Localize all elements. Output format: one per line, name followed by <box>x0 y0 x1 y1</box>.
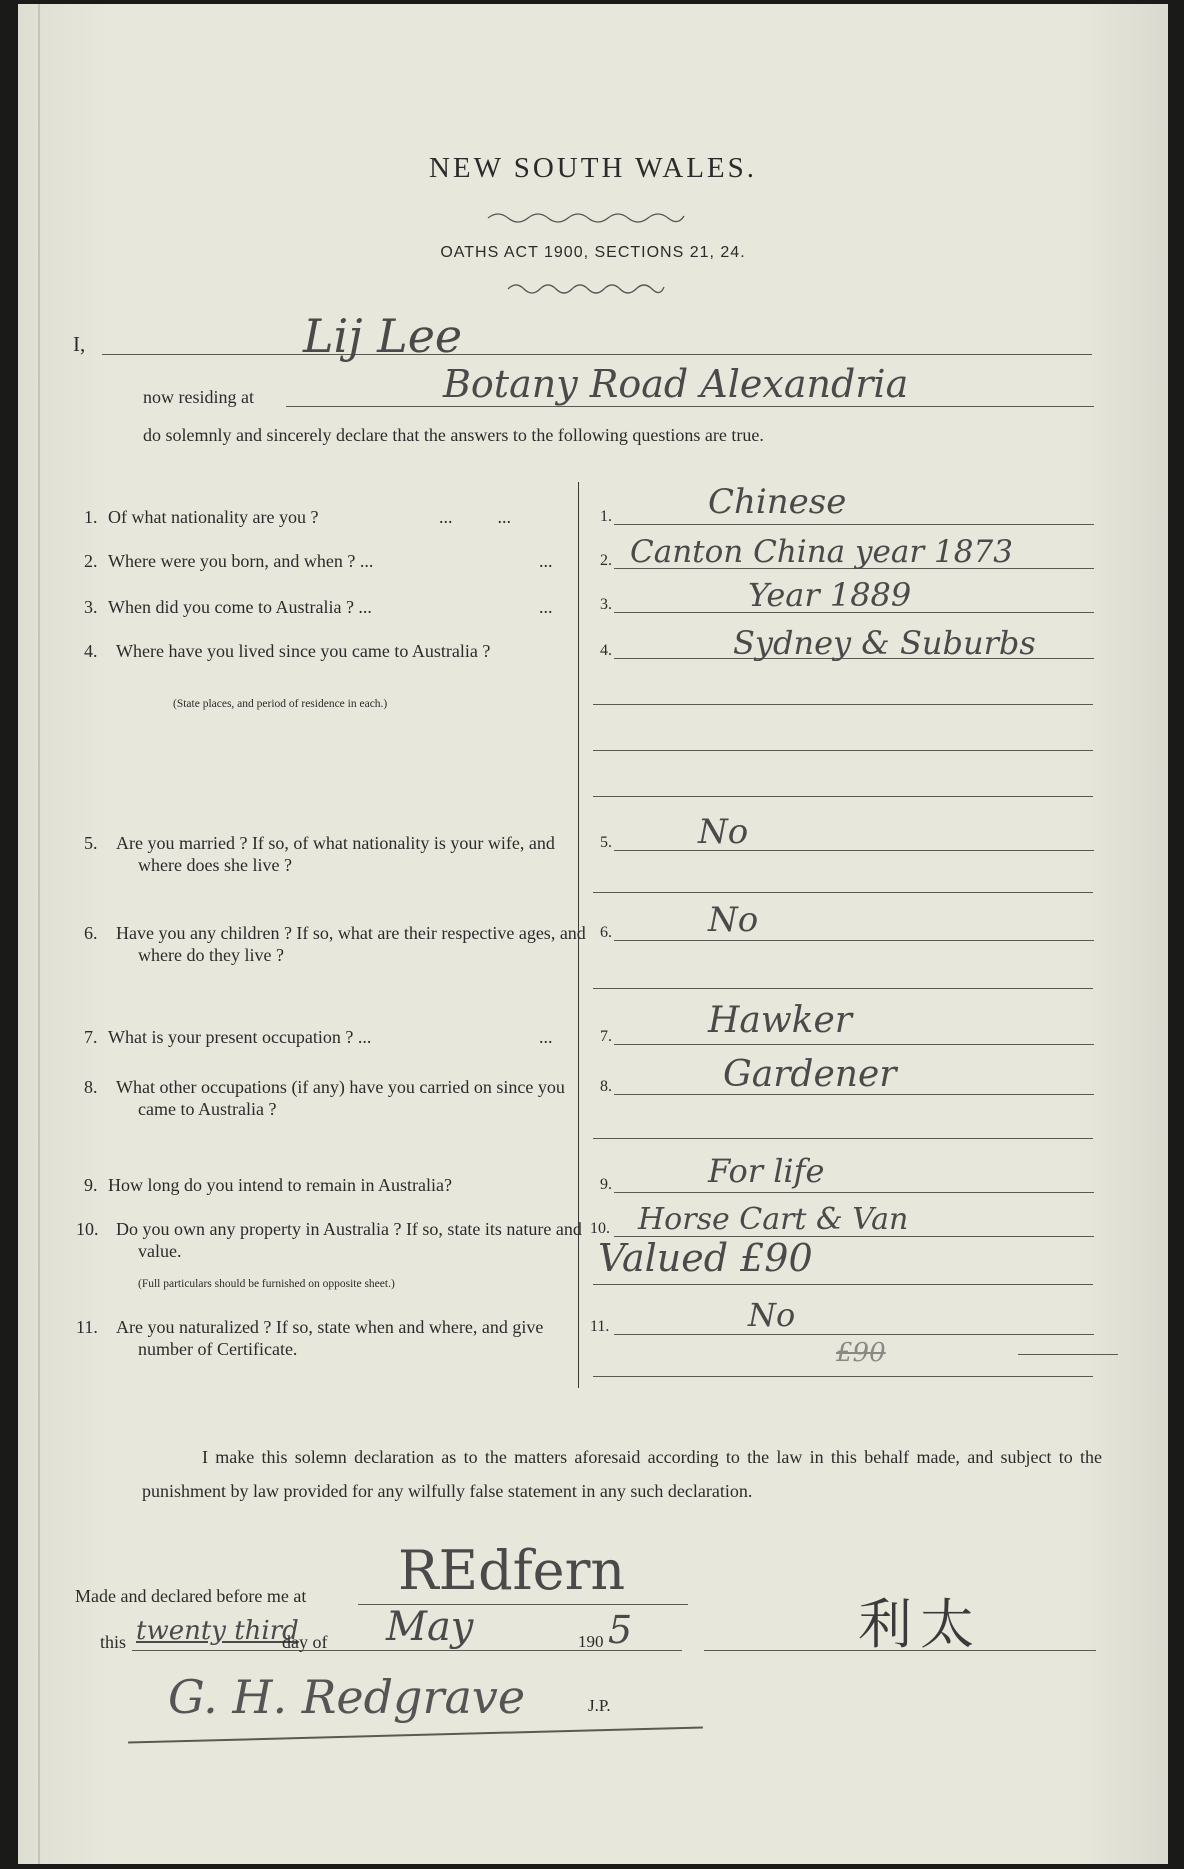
declaration-form <box>18 4 1168 1864</box>
jp-signature: G. H. Redgrave <box>168 1670 526 1724</box>
answer-10-line2: Valued £90 <box>598 1236 813 1280</box>
answer-line-extra <box>593 1376 1093 1377</box>
question-3 <box>84 596 564 618</box>
answer-number: 11. <box>590 1318 610 1335</box>
answer-line-extra <box>1018 1354 1118 1355</box>
answer-line-extra <box>593 704 1093 705</box>
declared-day: twenty third <box>136 1616 299 1646</box>
question-6 <box>84 922 584 966</box>
answer-3: Year 1889 <box>748 576 912 614</box>
question-text: What other occupations (if any) have you carried on since you came to Australia ? <box>116 1077 565 1119</box>
answer-line <box>614 1334 1094 1335</box>
question-text: Where were you born, and when ? ... <box>108 551 374 571</box>
made-label: Made and declared before me at <box>75 1586 307 1606</box>
answer-number: 8. <box>600 1078 612 1095</box>
question-4-note: (State places, and period of residence in each.) <box>173 698 388 710</box>
question-number: 1. <box>84 507 98 527</box>
answer-number: 6. <box>600 924 612 941</box>
answer-number: 9. <box>600 1176 612 1193</box>
answer-line <box>614 850 1094 851</box>
answer-line-extra <box>593 750 1093 751</box>
answer-line <box>614 524 1094 525</box>
answer-line-extra <box>593 1138 1093 1139</box>
question-number: 11. <box>76 1317 98 1337</box>
year-prefix: 190 <box>578 1632 604 1651</box>
this-label: this <box>100 1632 127 1652</box>
question-number: 7. <box>84 1027 98 1047</box>
form-title: NEW SOUTH WALES. <box>428 152 758 184</box>
subtitle-ornament <box>506 281 666 295</box>
question-10-note: (Full particulars should be furnished on opposite sheet.) <box>138 1278 395 1290</box>
question-dots: ... ... <box>439 507 511 527</box>
answer-11-struck: £90 <box>836 1338 886 1368</box>
declarant-signature-line <box>704 1650 1096 1651</box>
address-line <box>286 406 1094 407</box>
answer-line <box>614 1044 1094 1045</box>
answer-2: Canton China year 1873 <box>630 534 1013 570</box>
question-text: How long do you intend to remain in Australia? <box>108 1175 452 1195</box>
declared-month: May <box>386 1604 474 1650</box>
answer-number: 5. <box>600 834 612 851</box>
question-text: Are you married ? If so, of what nationality is your wife, and where does she live ? <box>116 833 555 875</box>
chinese-signature: 利太 <box>858 1593 982 1656</box>
answer-line-extra <box>593 796 1093 797</box>
declaration-intro: do solemnly and sincerely declare that the answers to the following questions are true. <box>143 425 764 445</box>
form-subtitle: OATHS ACT 1900, SECTIONS 21, 24. <box>440 244 746 261</box>
question-number: 6. <box>84 923 98 943</box>
jp-line <box>128 1726 703 1743</box>
answer-number: 10. <box>590 1220 610 1237</box>
answer-number: 3. <box>600 596 612 613</box>
question-number: 4. <box>84 641 98 661</box>
answer-line-extra <box>593 892 1093 893</box>
question-10 <box>76 1218 586 1262</box>
answer-8: Gardener <box>723 1054 897 1095</box>
answer-number: 2. <box>600 552 612 569</box>
question-text: Have you any children ? If so, what are their respective ages, and where do they live ? <box>116 923 586 965</box>
answer-number: 4. <box>600 642 612 659</box>
name-line <box>102 354 1092 355</box>
answer-7: Hawker <box>708 1000 852 1041</box>
answer-line-extra <box>593 1284 1093 1285</box>
page-edge <box>38 4 40 1864</box>
answer-5: No <box>698 812 749 852</box>
declared-place: REdfern <box>398 1539 626 1602</box>
answer-line-extra <box>593 988 1093 989</box>
question-text: Are you naturalized ? If so, state when and where, and give number of Certificate. <box>116 1317 544 1359</box>
answer-6: No <box>708 900 759 940</box>
question-1 <box>84 506 564 528</box>
question-number: 3. <box>84 597 98 617</box>
question-text: Of what nationality are you ? <box>108 507 319 527</box>
question-number: 8. <box>84 1077 98 1097</box>
answer-number: 7. <box>600 1028 612 1045</box>
question-9 <box>84 1174 584 1196</box>
question-number: 5. <box>84 833 98 853</box>
question-number: 2. <box>84 551 98 571</box>
answer-9: For life <box>708 1152 825 1190</box>
question-2 <box>84 550 564 572</box>
question-dots: ... <box>539 551 553 571</box>
question-7 <box>84 1026 564 1048</box>
answer-1: Chinese <box>708 482 847 522</box>
title-ornament <box>486 210 686 224</box>
question-number: 9. <box>84 1175 98 1195</box>
declarant-prefix: I, <box>73 332 86 356</box>
question-text: What is your present occupation ? ... <box>108 1027 372 1047</box>
question-4 <box>84 640 584 662</box>
solemn-statement: I make this solemn declaration as to the matters aforesaid according to the law in this behalf made, and subject to the punishment by law provided for any wilfully false statement in any such declaration. <box>142 1447 1102 1501</box>
answer-number: 1. <box>600 508 612 525</box>
question-number: 10. <box>76 1219 99 1239</box>
jp-label: J.P. <box>588 1696 611 1715</box>
question-text: Where have you lived since you came to Australia ? <box>116 641 491 661</box>
question-5 <box>84 832 584 876</box>
answer-10: Horse Cart & Van <box>638 1202 909 1237</box>
declarant-name: Lij Lee <box>303 309 463 363</box>
question-dots: ... <box>539 1027 553 1047</box>
residing-label: now residing at <box>143 387 254 407</box>
year-digit: 5 <box>608 1608 633 1652</box>
day-of-label: day of <box>282 1632 328 1652</box>
answer-line <box>614 940 1094 941</box>
answer-line <box>614 1192 1094 1193</box>
answer-4: Sydney & Suburbs <box>733 624 1036 662</box>
answer-11: No <box>748 1296 796 1334</box>
question-8 <box>84 1076 584 1120</box>
declarant-address: Botany Road Alexandria <box>443 362 909 406</box>
question-text: Do you own any property in Australia ? If so, state its nature and value. <box>116 1219 582 1261</box>
question-dots: ... <box>539 597 553 617</box>
question-text: When did you come to Australia ? ... <box>108 597 372 617</box>
question-11 <box>76 1316 586 1360</box>
